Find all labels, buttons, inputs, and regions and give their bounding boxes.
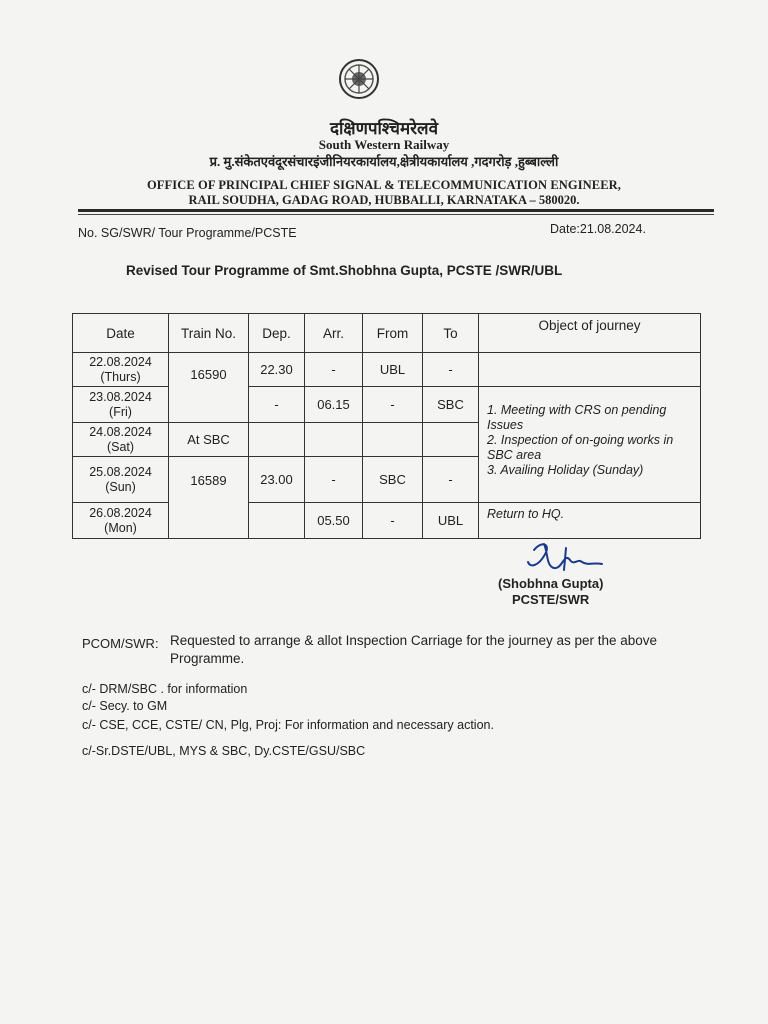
row-from: SBC [363, 457, 423, 503]
request-text: Requested to arrange & allot Inspection Carriage for the journey as per the above Programme. [170, 633, 658, 666]
objectives-list [479, 403, 700, 478]
table-row [73, 387, 701, 423]
english-org-name: South Western Railway [318, 137, 450, 152]
request-recipient: PCOM/SWR: [82, 636, 159, 651]
train-number-cell: 16589 [169, 457, 249, 539]
row-date: 24.08.2024 (Sat) [73, 423, 169, 457]
signatory-name: (Shobhna Gupta) [498, 576, 604, 591]
header-train-no: Train No. [169, 314, 249, 353]
object-empty-cell [479, 353, 701, 387]
objective-item: 2. Inspection of on-going works in SBC area [487, 433, 674, 462]
document-subject: Revised Tour Programme of Smt.Shobhna Gupta, PCSTE /SWR/UBL [126, 263, 563, 278]
object-list-cell [479, 387, 701, 503]
office-line-1: OFFICE OF PRINCIPAL CHIEF SIGNAL & TELECOMMUNICATION ENGINEER, [146, 178, 622, 192]
hindi-org-name: दक्षिणपश्चिमरेलवे [329, 119, 439, 138]
tour-programme-table [72, 313, 701, 539]
header-dep: Dep. [249, 314, 305, 353]
reference-number: No. SG/SWR/ Tour Programme/PCSTE [78, 226, 297, 240]
row-arr: - [305, 457, 363, 503]
row-date: 26.08.2024 (Mon) [73, 503, 169, 539]
row-to [423, 423, 479, 457]
hindi-office-name: प्र. मु.संकेतएवंदूरसंचारइंजीनियरकार्यालय,क्षेत्रीयकार्यालय ,गदगरोड़ ,हुब्बाल्ली [209, 154, 559, 169]
row-dep: 23.00 [249, 457, 305, 503]
train-number-cell: 16590 [169, 353, 249, 423]
copy-line: c/- CSE, CCE, CSTE/ CN, Plg, Proj: For information and necessary action. [82, 718, 494, 732]
reference-date: Date:21.08.2024. [550, 222, 646, 236]
header-to: To [423, 314, 479, 353]
header-arr: Arr. [305, 314, 363, 353]
row-dep: - [249, 387, 305, 423]
row-from: - [363, 387, 423, 423]
objective-item: 3. Availing Holiday (Sunday) [487, 463, 644, 477]
header-from: From [363, 314, 423, 353]
row-date: 23.08.2024 (Fri) [73, 387, 169, 423]
row-dep [249, 423, 305, 457]
row-arr: 05.50 [305, 503, 363, 539]
signatory-designation: PCSTE/SWR [512, 592, 590, 607]
copy-line: c/-Sr.DSTE/UBL, MYS & SBC, Dy.CSTE/GSU/SBC [82, 744, 366, 758]
objective-item: 1. Meeting with CRS on pending Issues [487, 403, 667, 432]
railway-emblem-icon [338, 58, 380, 100]
table-row [73, 353, 701, 387]
row-to: - [423, 353, 479, 387]
return-cell: Return to HQ. [479, 503, 701, 539]
office-line-2: RAIL SOUDHA, GADAG ROAD, HUBBALLI, KARNATAKA – 580020. [188, 193, 580, 207]
header-object: Object of journey [479, 314, 701, 353]
header-rule-thin [78, 214, 714, 215]
row-dep: 22.30 [249, 353, 305, 387]
row-from [363, 423, 423, 457]
row-arr: 06.15 [305, 387, 363, 423]
header-date: Date [73, 314, 169, 353]
table-row [73, 503, 701, 539]
table-header-row [73, 314, 701, 353]
row-date: 22.08.2024 (Thurs) [73, 353, 169, 387]
row-train: At SBC [169, 423, 249, 457]
row-dep [249, 503, 305, 539]
row-arr: - [305, 353, 363, 387]
row-from: - [363, 503, 423, 539]
header-rule-thick [78, 209, 714, 212]
row-to: - [423, 457, 479, 503]
row-to: SBC [423, 387, 479, 423]
copy-line: c/- DRM/SBC . for information [82, 682, 248, 696]
row-date: 25.08.2024 (Sun) [73, 457, 169, 503]
copy-line: c/- Secy. to GM [82, 699, 168, 713]
row-from: UBL [363, 353, 423, 387]
row-arr [305, 423, 363, 457]
row-to: UBL [423, 503, 479, 539]
